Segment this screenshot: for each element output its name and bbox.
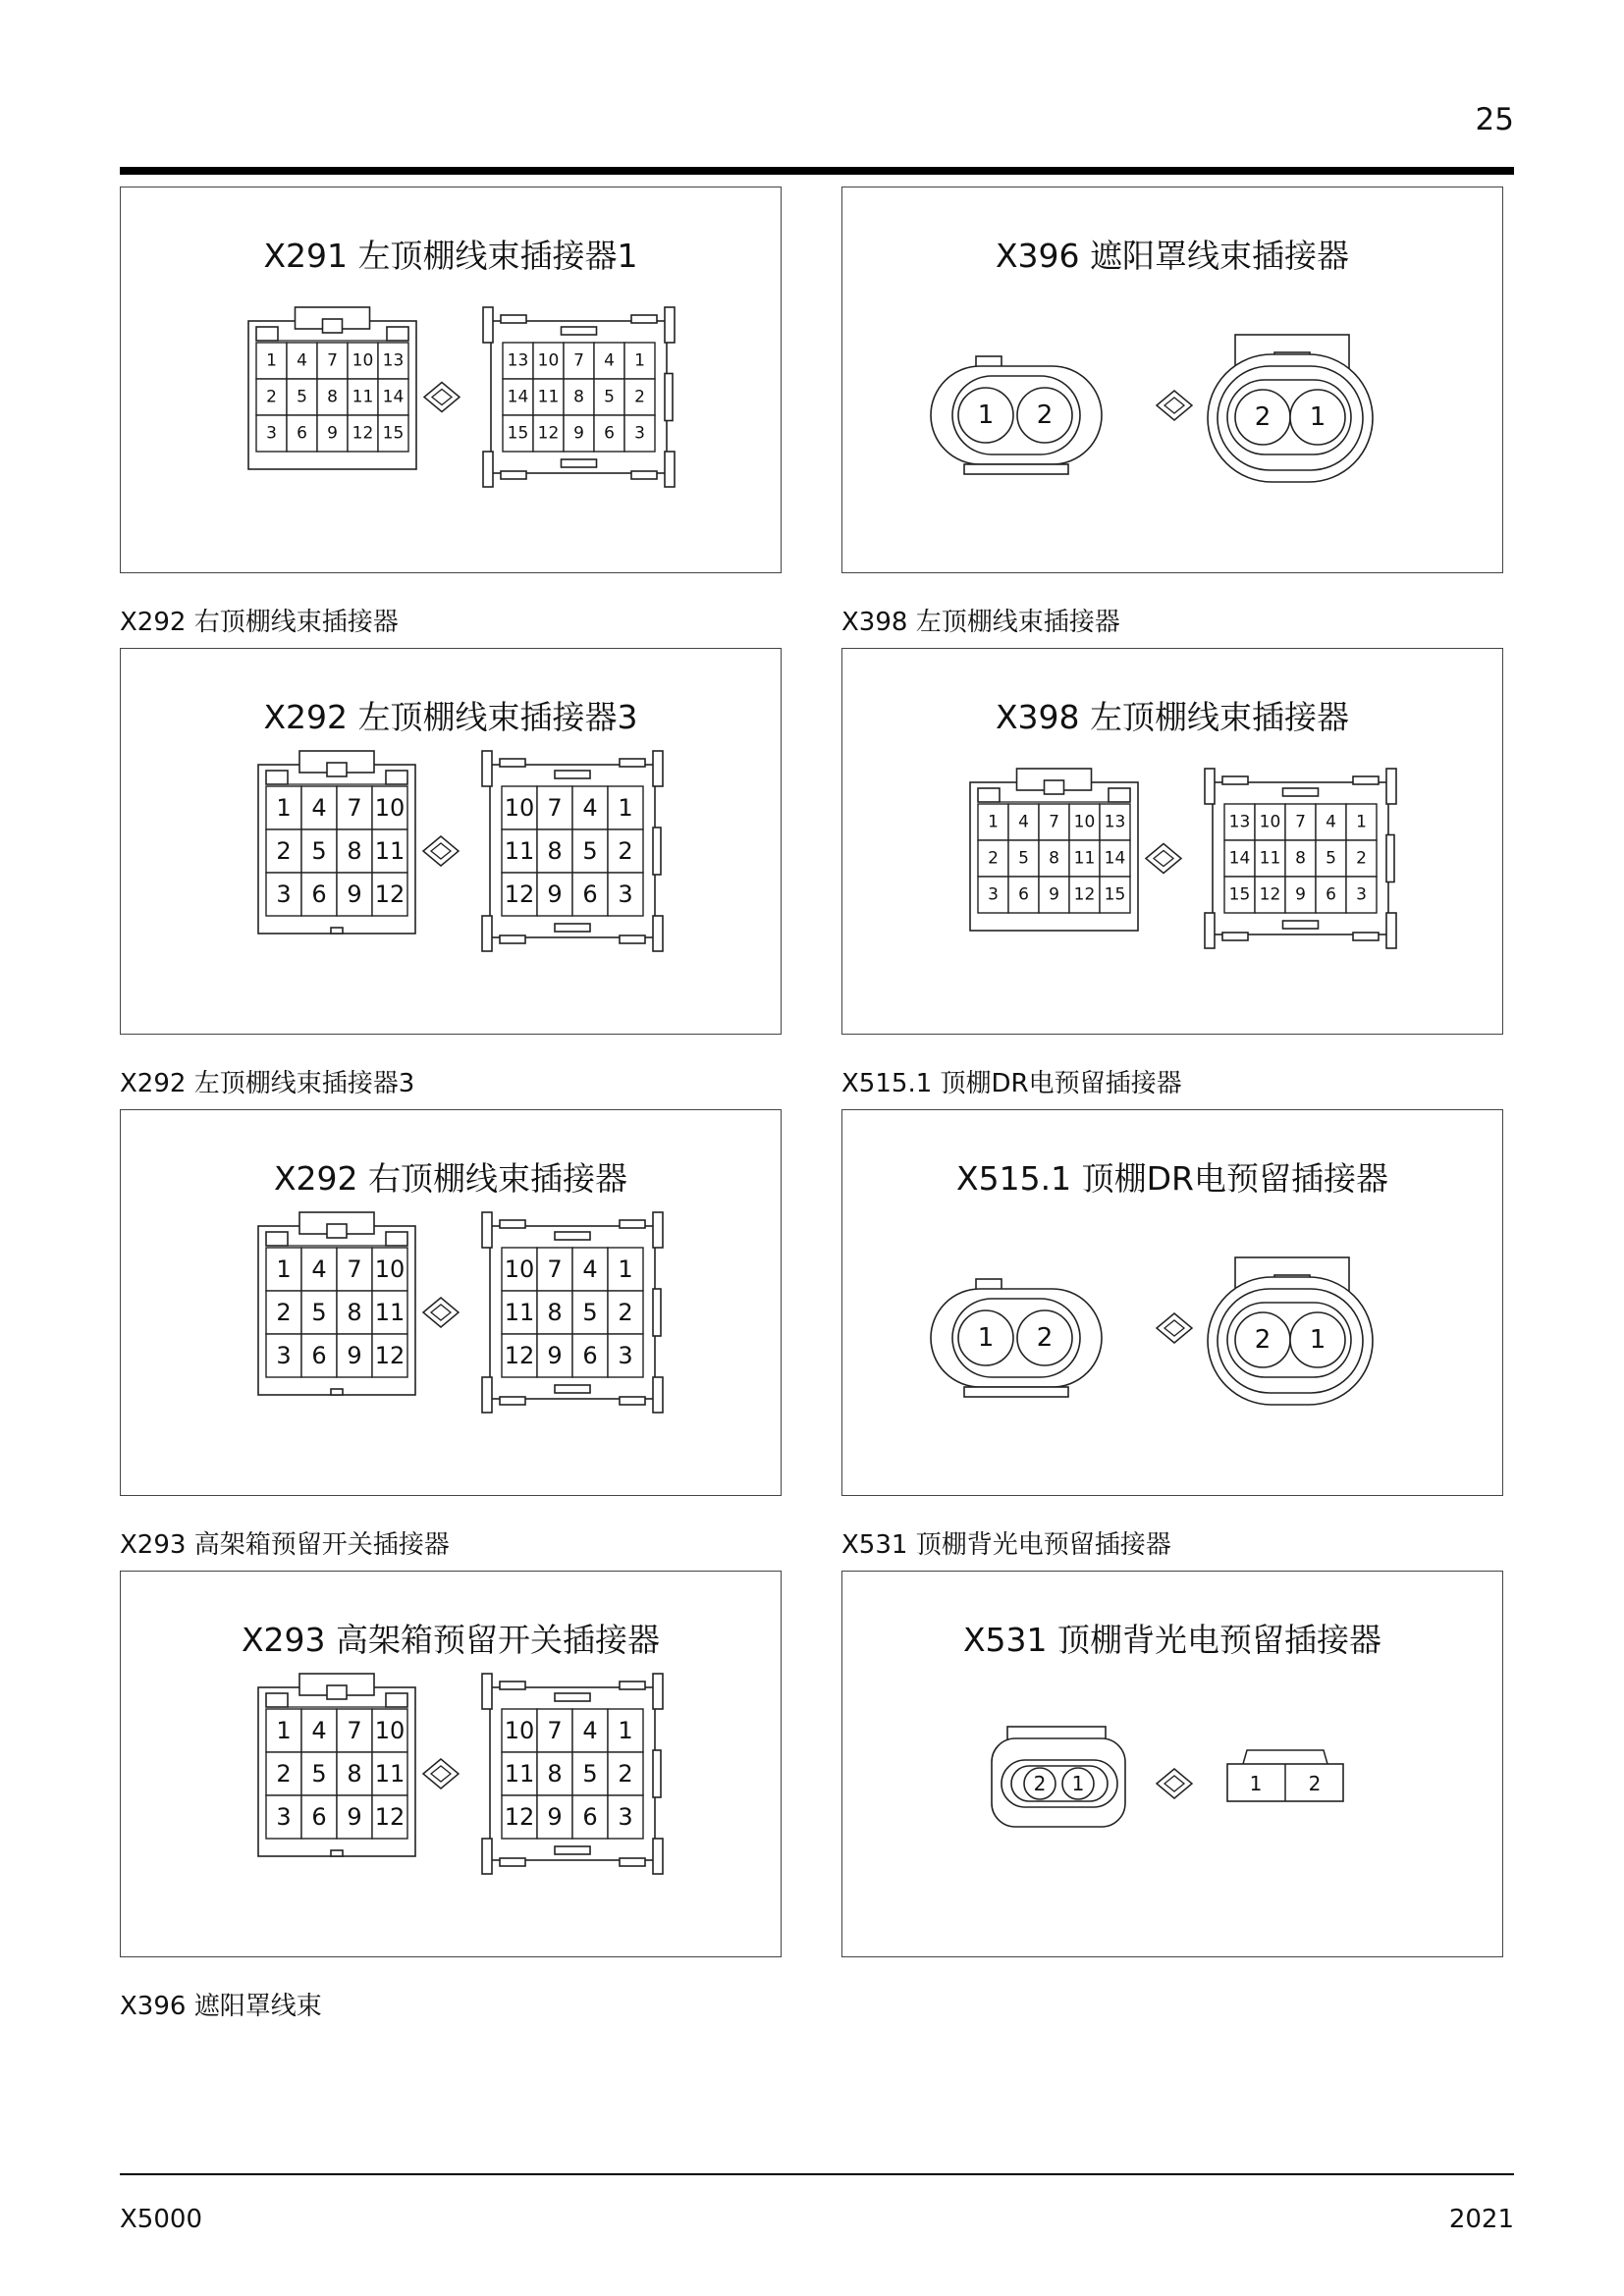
connector-panel-x396 (841, 187, 1503, 573)
connector-pair (970, 769, 1396, 948)
pin-label: 1 (276, 1255, 292, 1283)
pin-label: 11 (504, 837, 535, 865)
housing-notch (331, 1389, 343, 1395)
bottom-rail (964, 464, 1068, 474)
pin-label: 7 (1049, 812, 1059, 832)
guide-rail (653, 751, 663, 786)
key-slot (555, 771, 590, 778)
guide-rail (1205, 913, 1215, 948)
pin-label: 7 (1295, 812, 1306, 832)
pin-label: 1 (276, 1717, 292, 1744)
arrow-diamond-inner (431, 843, 451, 859)
pin-label: 1 (634, 350, 645, 371)
pin-label: 6 (604, 423, 615, 444)
pin-label: 5 (582, 837, 598, 865)
bottom-rail (964, 1387, 1068, 1397)
pin-label: 1 (1309, 402, 1326, 432)
arrow-diamond-inner (431, 1305, 451, 1320)
pin-label: 3 (266, 423, 277, 444)
panel-title: X396 遮阳罩线束插接器 (995, 237, 1350, 275)
rail-cap (500, 759, 525, 767)
caption: X531 顶棚背光电预留插接器 (841, 1530, 1171, 1560)
pin-label: 4 (582, 1717, 598, 1744)
side-lock (1386, 835, 1394, 882)
ear-right (386, 1232, 407, 1246)
guide-rail (653, 1674, 663, 1709)
ear-left (978, 788, 1000, 802)
latch-tab (327, 1685, 347, 1699)
pin-label: 15 (507, 423, 529, 444)
pin-label: 13 (1228, 812, 1251, 832)
connector-diagram (121, 187, 783, 574)
pin-label: 2 (1254, 1325, 1272, 1355)
connector-panel-x515-1 (841, 1109, 1503, 1496)
pin-label: 5 (1326, 848, 1336, 869)
pin-label: 9 (573, 423, 584, 444)
pin-label: 7 (327, 350, 338, 371)
pin-label: 10 (1073, 812, 1096, 832)
key-slot (1283, 921, 1319, 929)
pin-label: 1 (988, 812, 999, 832)
pin-label: 4 (311, 1717, 327, 1744)
cap-outline (1243, 1750, 1327, 1764)
guide-rail (653, 1377, 663, 1413)
pin-label: 6 (582, 1342, 598, 1369)
panel-title: X398 左顶棚线束插接器 (995, 698, 1350, 736)
pin-label: 3 (1356, 884, 1367, 905)
side-lock (653, 1750, 661, 1797)
rail-cap (620, 1682, 645, 1689)
pin-label: 8 (573, 387, 584, 407)
connector-pair (258, 1674, 663, 1874)
pin-label: 6 (582, 881, 598, 908)
connector-pair (931, 335, 1373, 482)
connector-panel-x292-right (120, 1109, 782, 1496)
arrow-diamond-inner (432, 390, 452, 405)
pin-label: 2 (1356, 848, 1367, 869)
pin-label: 10 (504, 1717, 535, 1744)
pin-label: 1 (276, 794, 292, 822)
connector-diagram (842, 187, 1504, 574)
rail-cap (620, 1220, 645, 1228)
guide-rail (482, 751, 492, 786)
side-lock (653, 1289, 661, 1336)
connector-pair (248, 307, 675, 487)
pin-label: 7 (547, 1717, 563, 1744)
panel-title: X291 左顶棚线束插接器1 (263, 237, 638, 275)
pin-label: 3 (276, 1803, 292, 1831)
pin-label: 1 (1249, 1772, 1263, 1795)
ear-right (1109, 788, 1130, 802)
pin-label: 4 (297, 350, 307, 371)
pin-label: 2 (1254, 402, 1272, 432)
page-number: 25 (1475, 102, 1514, 137)
arrow-diamond-outer (424, 383, 460, 412)
guide-rail (483, 307, 493, 343)
pin-label: 2 (1308, 1772, 1322, 1795)
guide-rail (653, 916, 663, 951)
caption: X515.1 顶棚DR电预留插接器 (841, 1069, 1182, 1098)
pin-label: 10 (352, 350, 374, 371)
pin-label: 13 (507, 350, 529, 371)
pin-label: 2 (618, 837, 633, 865)
guide-rail (653, 1212, 663, 1248)
pin-label: 5 (297, 387, 307, 407)
connector-pair (992, 1727, 1343, 1827)
pin-label: 1 (1071, 1772, 1085, 1795)
pin-label: 3 (634, 423, 645, 444)
pin-label: 4 (604, 350, 615, 371)
pin-label: 11 (537, 387, 560, 407)
pin-label: 13 (1104, 812, 1126, 832)
caption: X396 遮阳罩线束 (120, 1992, 322, 2021)
guide-rail (1386, 769, 1396, 804)
panel-title: X293 高架箱预留开关插接器 (241, 1621, 661, 1659)
pin-label: 6 (311, 1342, 327, 1369)
connector-pair (258, 1212, 663, 1413)
pin-label: 5 (311, 1760, 327, 1788)
pin-label: 12 (352, 423, 374, 444)
side-lock (665, 374, 673, 421)
pin-label: 14 (1104, 848, 1126, 869)
rail-cap (1222, 933, 1248, 940)
key-slot (562, 327, 597, 335)
rail-cap (501, 315, 526, 323)
connector-diagram (842, 649, 1504, 1036)
pin-label: 2 (618, 1299, 633, 1326)
pin-label: 4 (1326, 812, 1336, 832)
key-slot (562, 459, 597, 467)
pin-label: 9 (327, 423, 338, 444)
pin-label: 13 (382, 350, 405, 371)
connector-panel-x291 (120, 187, 782, 573)
guide-rail (1205, 769, 1215, 804)
rail-cap (501, 471, 526, 479)
arrow-diamond-inner (1164, 1320, 1184, 1336)
caption: X398 左顶棚线束插接器 (841, 608, 1120, 637)
pin-label: 2 (276, 837, 292, 865)
pin-label: 2 (276, 1299, 292, 1326)
pin-label: 7 (347, 794, 362, 822)
pin-label: 1 (618, 1255, 633, 1283)
pin-label: 5 (311, 837, 327, 865)
arrow-diamond-inner (1164, 398, 1184, 413)
pin-label: 11 (1259, 848, 1281, 869)
pin-label: 11 (504, 1299, 535, 1326)
guide-rail (665, 452, 675, 487)
pin-label: 6 (1018, 884, 1029, 905)
pin-label: 3 (618, 881, 633, 908)
arrow-diamond-outer (1157, 1769, 1192, 1798)
pin-label: 3 (618, 1342, 633, 1369)
panel-title: X515.1 顶棚DR电预留插接器 (956, 1159, 1388, 1198)
pin-label: 10 (374, 1717, 406, 1744)
pin-label: 4 (582, 1255, 598, 1283)
pin-label: 14 (382, 387, 405, 407)
pin-label: 5 (582, 1299, 598, 1326)
pin-label: 2 (1036, 1323, 1054, 1353)
pin-label: 8 (327, 387, 338, 407)
housing-notch (331, 1850, 343, 1856)
guide-rail (482, 1377, 492, 1413)
pin-label: 14 (1228, 848, 1251, 869)
key-slot (555, 1846, 590, 1854)
pin-label: 2 (276, 1760, 292, 1788)
caption: X293 高架箱预留开关插接器 (120, 1530, 450, 1560)
arrow-diamond-inner (431, 1766, 451, 1782)
pin-label: 11 (374, 837, 406, 865)
pin-label: 12 (374, 881, 406, 908)
rail-cap (500, 935, 525, 943)
pin-label: 8 (347, 1299, 362, 1326)
pin-label: 5 (1018, 848, 1029, 869)
rail-cap (1353, 776, 1379, 784)
ear-right (387, 327, 408, 341)
pin-label: 7 (347, 1717, 362, 1744)
connector-pair (258, 751, 663, 951)
arrow-diamond-outer (423, 836, 459, 866)
pin-label: 10 (1259, 812, 1281, 832)
footer-model: X5000 (120, 2205, 202, 2234)
arrow-diamond-outer (1157, 391, 1192, 420)
ear-right (386, 771, 407, 784)
key-slot (555, 1385, 590, 1393)
pin-label: 11 (374, 1299, 406, 1326)
key-slot (555, 1232, 590, 1240)
side-lock (653, 828, 661, 875)
pin-label: 2 (1033, 1772, 1047, 1795)
pin-label: 1 (1309, 1325, 1326, 1355)
pin-label: 8 (347, 1760, 362, 1788)
latch-tab (1045, 780, 1064, 794)
pin-label: 1 (1356, 812, 1367, 832)
pin-label: 12 (504, 881, 535, 908)
footer-year: 2021 (1448, 2205, 1514, 2234)
connector-panel-x292-left (120, 648, 782, 1035)
guide-rail (482, 1839, 492, 1874)
pin-label: 1 (618, 1717, 633, 1744)
caption: X292 左顶棚线束插接器3 (120, 1069, 415, 1098)
pin-label: 9 (347, 1342, 362, 1369)
guide-rail (665, 307, 675, 343)
pin-label: 6 (1326, 884, 1336, 905)
rail-cap (620, 1858, 645, 1866)
rail-cap (631, 315, 657, 323)
pin-label: 8 (1049, 848, 1059, 869)
pin-label: 7 (347, 1255, 362, 1283)
pin-label: 14 (507, 387, 529, 407)
pin-label: 6 (297, 423, 307, 444)
pin-label: 5 (582, 1760, 598, 1788)
pin-label: 9 (347, 881, 362, 908)
connector-diagram (121, 1572, 783, 1958)
pin-label: 12 (504, 1342, 535, 1369)
connector-diagram (842, 1110, 1504, 1497)
rail-cap (500, 1220, 525, 1228)
pin-label: 11 (352, 387, 374, 407)
pin-label: 5 (604, 387, 615, 407)
pin-label: 4 (582, 794, 598, 822)
rail-cap (500, 1682, 525, 1689)
guide-rail (482, 1212, 492, 1248)
guide-rail (1386, 913, 1396, 948)
pin-label: 12 (1259, 884, 1281, 905)
pin-label: 1 (977, 400, 995, 430)
ear-left (266, 1693, 288, 1707)
ear-right (386, 1693, 407, 1707)
pin-label: 12 (504, 1803, 535, 1831)
rail-cap (500, 1858, 525, 1866)
pin-label: 6 (311, 1803, 327, 1831)
rail-cap (631, 471, 657, 479)
pin-label: 9 (1049, 884, 1059, 905)
connector-diagram (842, 1572, 1504, 1958)
pin-label: 5 (311, 1299, 327, 1326)
pin-label: 2 (988, 848, 999, 869)
panel-title: X292 左顶棚线束插接器3 (263, 698, 638, 736)
pin-label: 8 (547, 1299, 563, 1326)
pin-label: 1 (266, 350, 277, 371)
pin-label: 7 (547, 1255, 563, 1283)
pin-label: 9 (547, 1342, 563, 1369)
pin-label: 15 (1228, 884, 1251, 905)
rail-cap (620, 759, 645, 767)
connector-panel-x531 (841, 1571, 1503, 1957)
caption: X292 右顶棚线束插接器 (120, 608, 399, 637)
housing-notch (331, 928, 343, 934)
pin-label: 10 (537, 350, 560, 371)
pin-label: 9 (1295, 884, 1306, 905)
pin-label: 8 (547, 1760, 563, 1788)
pin-label: 2 (618, 1760, 633, 1788)
pin-label: 1 (977, 1323, 995, 1353)
pin-label: 10 (504, 1255, 535, 1283)
panel-title: X531 顶棚背光电预留插接器 (962, 1621, 1382, 1659)
pin-label: 7 (573, 350, 584, 371)
ear-left (266, 771, 288, 784)
arrow-diamond-outer (423, 1759, 459, 1789)
guide-rail (483, 452, 493, 487)
rail-cap (620, 1397, 645, 1405)
pin-label: 12 (537, 423, 560, 444)
pin-label: 9 (547, 1803, 563, 1831)
key-slot (555, 1693, 590, 1701)
pin-label: 15 (1104, 884, 1126, 905)
pin-label: 8 (1295, 848, 1306, 869)
pin-label: 4 (1018, 812, 1029, 832)
arrow-diamond-outer (423, 1298, 459, 1327)
arrow-diamond-outer (1146, 844, 1181, 874)
pin-label: 3 (988, 884, 999, 905)
latch-tab (327, 1224, 347, 1238)
guide-rail (482, 1674, 492, 1709)
guide-rail (653, 1839, 663, 1874)
latch-tab (323, 319, 343, 333)
ear-left (256, 327, 278, 341)
guide-rail (482, 916, 492, 951)
pin-label: 15 (382, 423, 405, 444)
key-slot (1283, 788, 1319, 796)
connector-diagram (121, 1110, 783, 1497)
rail-cap (620, 935, 645, 943)
arrow-diamond-inner (1164, 1776, 1184, 1791)
pin-label: 6 (582, 1803, 598, 1831)
pin-label: 11 (504, 1760, 535, 1788)
pin-label: 11 (374, 1760, 406, 1788)
pin-label: 9 (347, 1803, 362, 1831)
pin-label: 10 (374, 794, 406, 822)
pin-label: 7 (547, 794, 563, 822)
arrow-diamond-outer (1157, 1313, 1192, 1343)
pin-label: 4 (311, 794, 327, 822)
pin-label: 12 (374, 1342, 406, 1369)
pin-label: 2 (634, 387, 645, 407)
pin-label: 4 (311, 1255, 327, 1283)
footer-rule (120, 2173, 1514, 2175)
pin-label: 10 (374, 1255, 406, 1283)
ear-left (266, 1232, 288, 1246)
header-rule (120, 167, 1514, 175)
rail-cap (500, 1397, 525, 1405)
pin-label: 12 (1073, 884, 1096, 905)
pin-label: 2 (266, 387, 277, 407)
connector-diagram (121, 649, 783, 1036)
rail-cap (1353, 933, 1379, 940)
pin-label: 2 (1036, 400, 1054, 430)
pin-label: 8 (547, 837, 563, 865)
connector-pair (931, 1257, 1373, 1405)
pin-label: 6 (311, 881, 327, 908)
key-slot (555, 924, 590, 932)
pin-label: 9 (547, 881, 563, 908)
pin-label: 12 (374, 1803, 406, 1831)
arrow-diamond-inner (1154, 851, 1173, 867)
connector-panel-x398 (841, 648, 1503, 1035)
pin-label: 8 (347, 837, 362, 865)
pin-label: 11 (1073, 848, 1096, 869)
pin-label: 3 (618, 1803, 633, 1831)
pin-label: 1 (618, 794, 633, 822)
pin-label: 3 (276, 881, 292, 908)
connector-panel-x293 (120, 1571, 782, 1957)
rail-cap (1222, 776, 1248, 784)
pin-label: 3 (276, 1342, 292, 1369)
panel-title: X292 右顶棚线束插接器 (273, 1159, 628, 1198)
pin-label: 10 (504, 794, 535, 822)
latch-tab (327, 763, 347, 776)
